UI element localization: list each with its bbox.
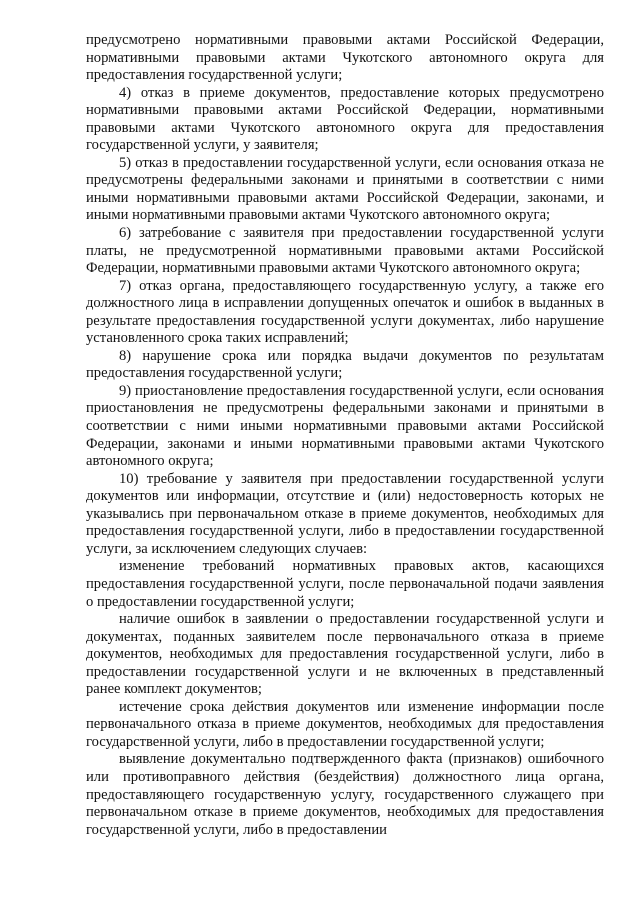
paragraph-item-8: 8) нарушение срока или порядка выдачи документов по результатам предоставления государственной услуги; [86,347,604,382]
document-body [86,32,604,839]
paragraph-item-4: 4) отказ в приеме документов, предоставление которых предусмотрено нормативными правовыми актами Российской Федерации, нормативными правовыми актами Чукотского автономного округа для предоставления государственной услуги, у заявителя; [86,84,604,154]
paragraph-exception-1: изменение требований нормативных правовых актов, касающихся предоставления государственной услуги, после первоначальной подачи заявления о предоставлении государственной услуги; [86,558,604,610]
paragraph-exception-3: истечение срока действия документов или изменение информации после первоначального отказа в приеме документов, необходимых для предоставления государственной услуги, либо в предоставлении государственной услуги; [86,698,604,750]
paragraph-item-5: 5) отказ в предоставлении государственной услуги, если основания отказа не предусмотрены федеральными законами и принятыми в соответствии с ними иными нормативными правовыми актами Российской Федерации, законами, и иными нормативными правовыми актами Чукотского автономного округа; [86,154,604,224]
paragraph-exception-4: выявление документально подтвержденного факта (признаков) ошибочного или противоправного действия (бездействия) должностного лица органа, предоставляющего государственную услугу, государственного служащего при первоначальном отказе в приеме документов, необходимых для предоставления государственной услуги, либо в предоставлении [86,751,604,838]
paragraph-exception-2: наличие ошибок в заявлении о предоставлении государственной услуги и документах, поданных заявителем после первоначального отказа в приеме документов, необходимых для предоставления государственной услуги, либо в предоставлении государственной услуги и не включенных в представленный ранее комплект документов; [86,611,604,698]
paragraph-item-7: 7) отказ органа, предоставляющего государственную услугу, а также его должностного лица в исправлении допущенных опечаток и ошибок в выданных в результате предоставления государственной услуги документах, либо нарушение установленного срока таких исправлений; [86,277,604,347]
paragraph-item-10: 10) требование у заявителя при предоставлении государственной услуги документов или информации, отсутствие и (или) недостоверность которых не указывались при первоначальном отказе в приеме документов, необходимых для предоставления государственной услуги, либо в предоставлении государственной услуги, за исключением следующих случаев: [86,470,604,557]
paragraph-item-9: 9) приостановление предоставления государственной услуги, если основания приостановления не предусмотрены федеральными законами и принятыми в соответствии с ними иными нормативными правовыми актами Российской Федерации, законами и иными нормативными правовыми актами Чукотского автономного округа; [86,382,604,470]
paragraph-continuation: предусмотрено нормативными правовыми актами Российской Федерации, нормативными правовыми актами Чукотского автономного округа для предоставления государственной услуги; [86,32,604,84]
paragraph-item-6: 6) затребование с заявителя при предоставлении государственной услуги платы, не предусмотренной нормативными правовыми актами Российской Федерации, нормативными правовыми актами Чукотского автономного округа; [86,225,604,277]
